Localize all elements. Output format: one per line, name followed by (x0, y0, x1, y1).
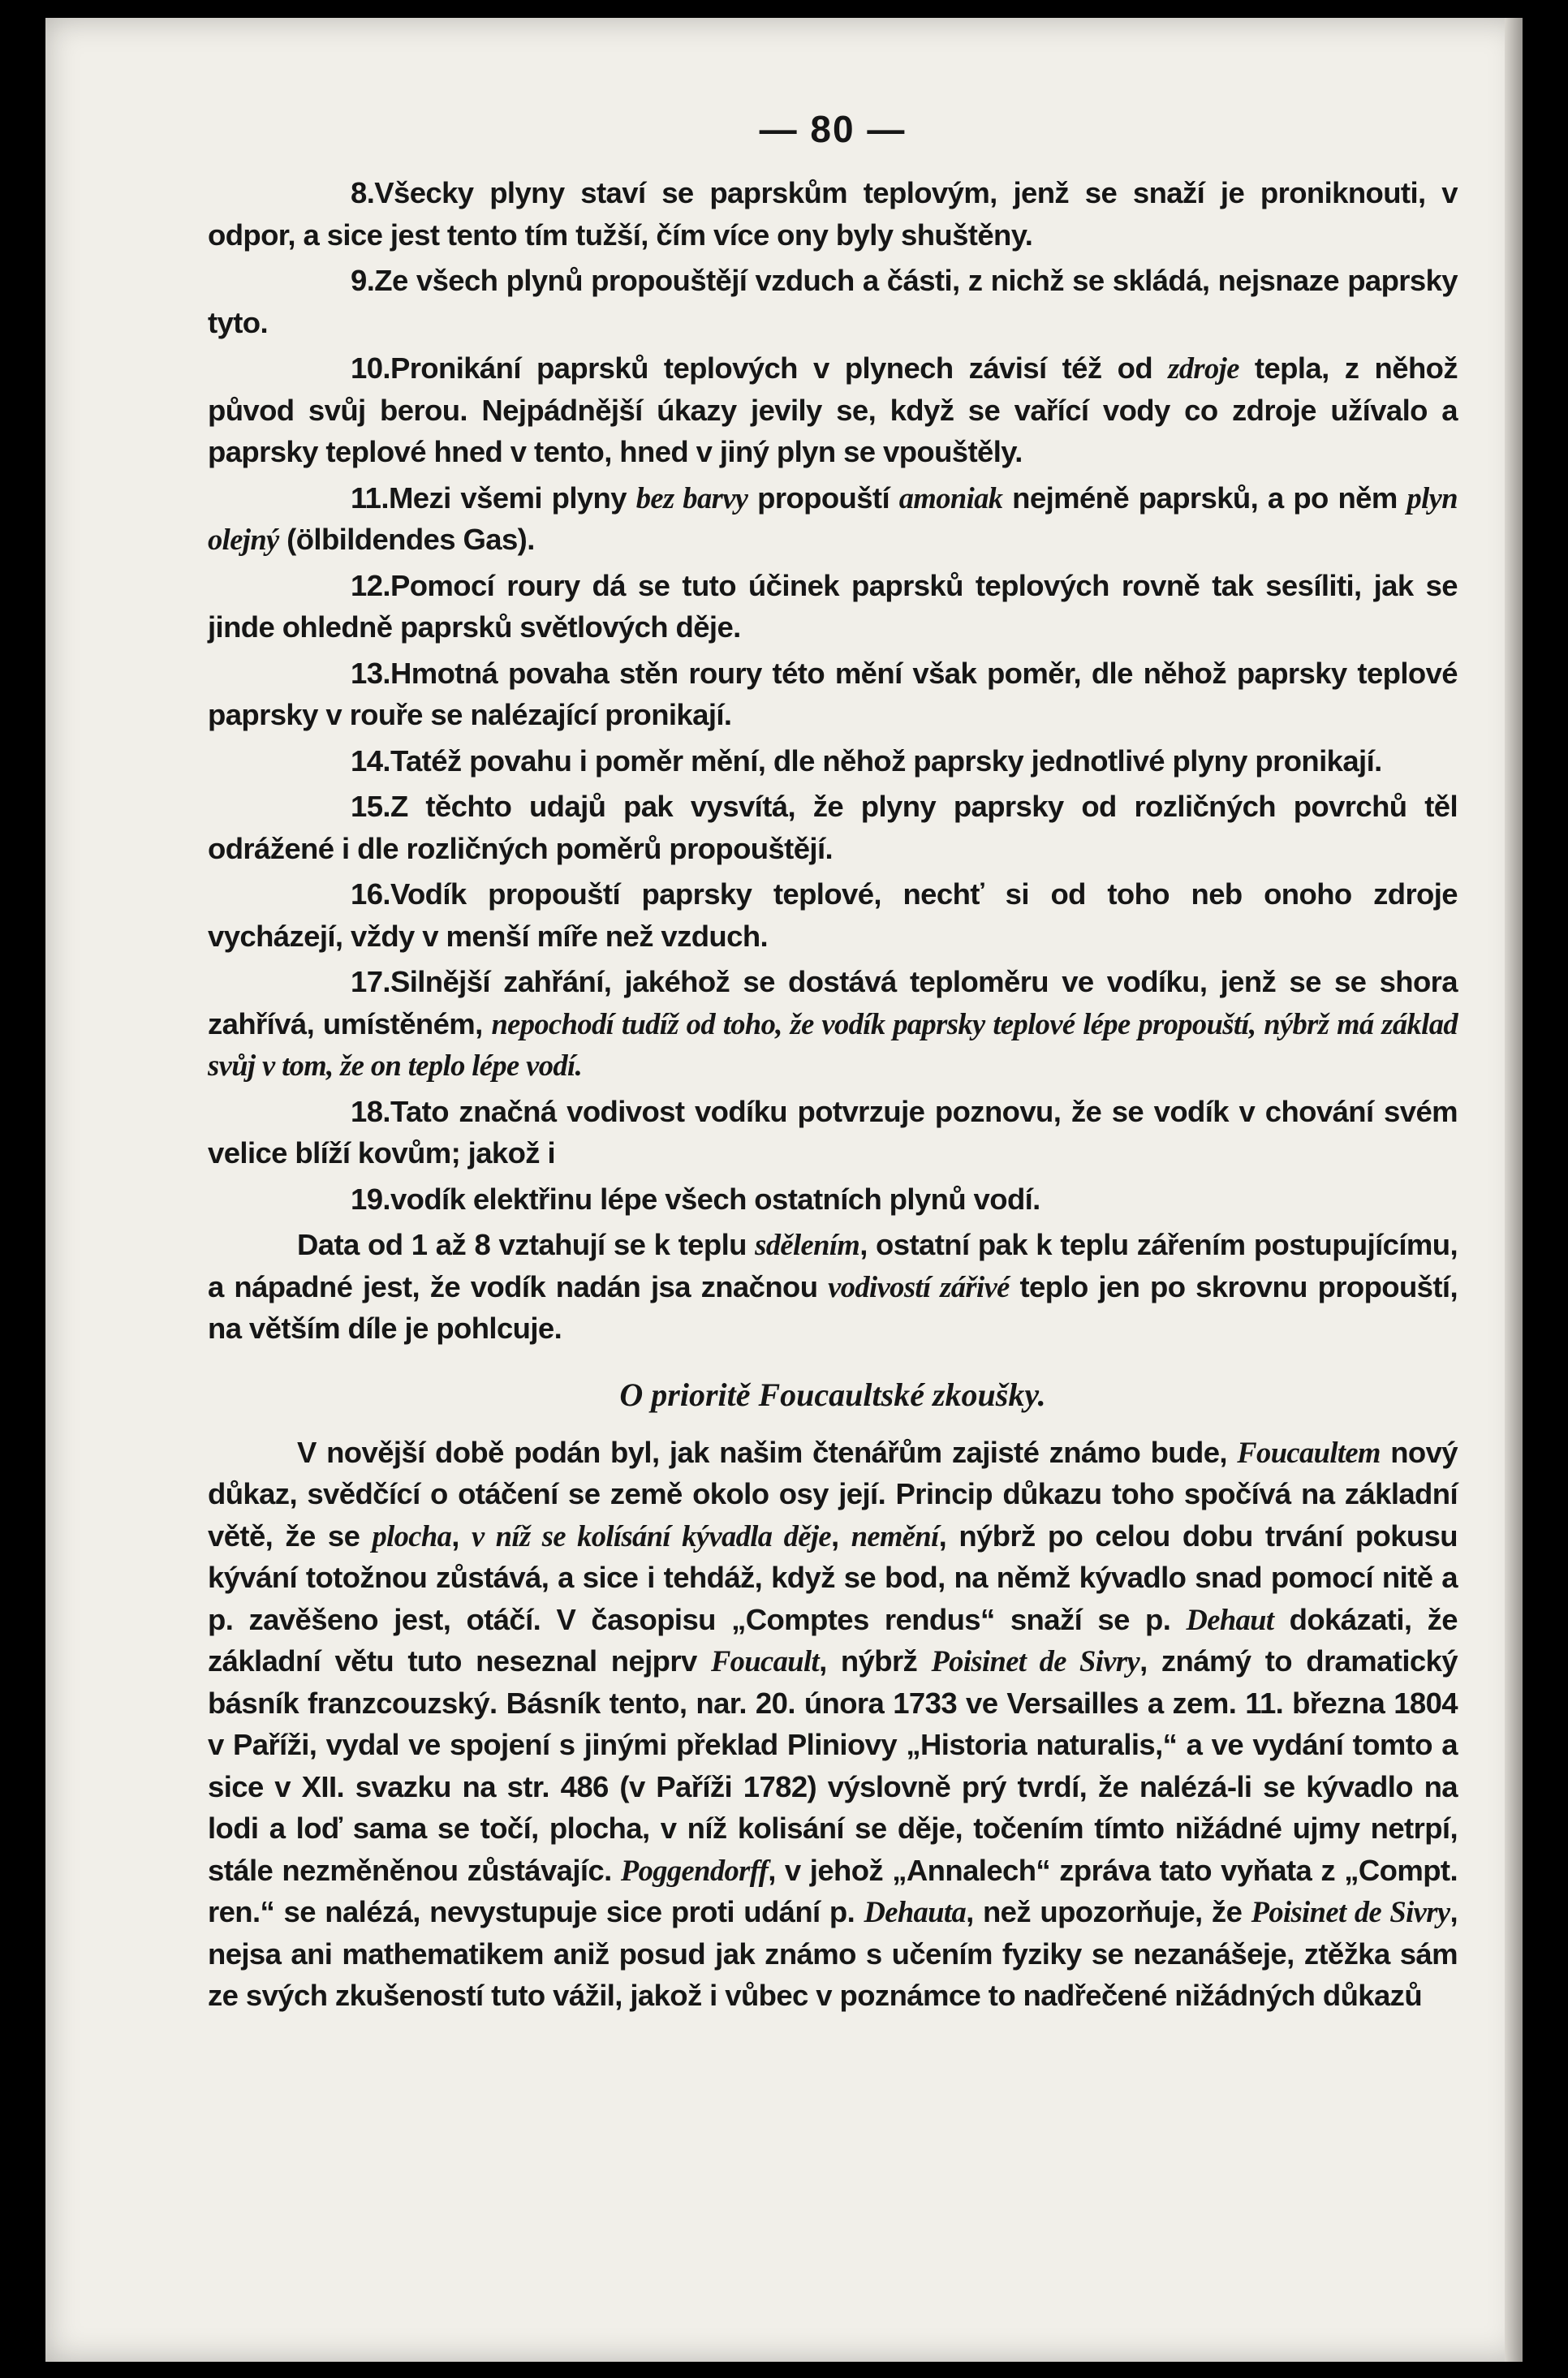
finding-item (208, 786, 1458, 869)
italic-text: Foucaultem (1237, 1435, 1381, 1469)
finding-item (208, 740, 1458, 782)
finding-item (208, 961, 1458, 1087)
page-number: — 80 — (759, 108, 907, 150)
text-run: teplo jen po skrovnu propouští, na větším díle je pohlcuje. (208, 1269, 1458, 1345)
text-run: , známý to dramatický básník franzcouzský. Básník tento, nar. 20. února 1733 ve Versailles a zem. 11. března 1804 v Paříži, vydal ve spojení s jinými překlad Pliniovy „Historia naturalis,“ a ve vydání tomto a sice v XII. svazku na str. 486 (v Paříži 1782) výslovně prý tvrdí, že nalézá-li se kývadlo na lodi a loď sama se točí, plocha, v níž kolisání se děje, točením tímto nižádné ujmy netrpí, stále nezměněnou zůstávajíc. (208, 1644, 1458, 1887)
text-run: Tato značná vodivost vodíku potvrzuje poznovu, že se vodík v chování svém velice blíží kovům; jakož i (208, 1094, 1458, 1170)
finding-number: 19. (351, 1182, 390, 1216)
page-spine-edge (1505, 18, 1523, 2362)
summary-paragraph (208, 1224, 1458, 1350)
page-content (208, 107, 1458, 2017)
text-run: (ölbildendes Gas). (278, 523, 535, 556)
italic-text: sdělením (755, 1228, 860, 1261)
italic-text: nepochodí tudíž od toho, že vodík paprsky teplové lépe propouští, nýbrž má základ svůj v tom, že on teplo lépe vodí. (208, 1006, 1458, 1082)
finding-item (208, 172, 1458, 256)
text-run: Tatéž povahu i poměr mění, dle něhož paprsky jednotlivé plyny pronikají. (390, 743, 1382, 778)
text-run: , v jehož „Annalech“ zpráva tato vyňata z „Compt. ren.“ se nalézá, nevystupuje sice proti udání p. (208, 1853, 1458, 1928)
section-title: O prioritě Foucaultské zkoušky. (619, 1376, 1046, 1413)
finding-number: 9. (351, 264, 375, 297)
finding-item (208, 1178, 1458, 1221)
text-run: dokázati, že základní větu tuto neseznal nejprv (208, 1602, 1458, 1678)
finding-number: 15. (351, 790, 390, 823)
italic-text: plocha (372, 1519, 452, 1553)
finding-number: 16. (351, 877, 390, 911)
finding-number: 8. (351, 176, 375, 209)
text-run: Pronikání paprsků teplových v plynech závisí též od (390, 351, 1169, 385)
text-run: Vodík propouští paprsky teplové, nechť si od toho neb onoho zdroje vycházejí, vždy v menší míře než vzduch. (208, 877, 1458, 953)
numbered-findings-list (208, 172, 1458, 1220)
italic-text: Poisinet de Sivry (1251, 1895, 1450, 1928)
finding-number: 12. (351, 568, 390, 602)
italic-text: zdroje (1168, 351, 1239, 385)
italic-text: plyn olejný (208, 480, 1458, 556)
text-run: nový důkaz, svědčící o otáčení se země okolo osy její. Princip důkazu toho spočívá na základní větě, že se (208, 1435, 1458, 1553)
text-run: Všecky plyny staví se paprskům teplovým, jenž se snaží je proniknouti, v odpor, a sice jest tento tím tužší, čím více ony byly shuštěny. (208, 176, 1458, 252)
text-run: , než upozorňuje, že (966, 1895, 1251, 1928)
text-run: propouští (747, 480, 899, 515)
italic-text: Dehauta (864, 1895, 967, 1928)
finding-number: 11. (351, 480, 389, 515)
italic-text: nemění (851, 1519, 939, 1553)
finding-number: 18. (351, 1094, 390, 1128)
italic-text: Poggendorff (620, 1853, 769, 1887)
finding-item (208, 260, 1458, 343)
finding-number: 13. (351, 656, 390, 690)
finding-item (208, 477, 1458, 561)
text-run: Hmotná povaha stěn roury této mění však poměr, dle něhož paprsky teplové paprsky v rouře se nalézající pronikají. (208, 656, 1458, 731)
text-run: vodík elektřinu lépe všech ostatních plynů vodí. (390, 1182, 1040, 1216)
text-run: nejméně paprsků, a po něm (1002, 480, 1407, 515)
text-run: Mezi všemi plyny (388, 480, 636, 515)
italic-text: Dehaut (1186, 1602, 1274, 1636)
finding-item (208, 347, 1458, 473)
finding-number: 17. (351, 965, 390, 998)
text-run: V novější době podán byl, jak našim čtenářům zajisté známo bude, (297, 1435, 1238, 1469)
text-run: , nýbrž (819, 1644, 932, 1678)
italic-text: v níž se kolísání kývadla děje (471, 1519, 831, 1553)
text-run: , (830, 1519, 851, 1553)
finding-item (208, 1091, 1458, 1174)
text-run: , ostatní pak k teplu zářením postupujícímu, a nápadné jest, že vodík nadán jsa značnou (208, 1228, 1458, 1303)
text-run: Silnější zahřání, jakéhož se dostává teploměru ve vodíku, jenž se se shora zahřívá, umístěném, (208, 965, 1458, 1040)
italic-text: amoniak (898, 480, 1003, 515)
text-run: Data od 1 až 8 vztahují se k teplu (297, 1228, 756, 1261)
text-run: , nýbrž po celou dobu trvání pokusu kývání totožnou zůstává, a sice i tehdáž, když se bod, na němž kývadlo snad pomocí nitě a p. zavěšeno jest, otáčí. V časopisu „Comptes rendus“ snaží se p. (208, 1519, 1458, 1636)
text-run: tepla, z něhož původ svůj berou. Nejpádnější úkazy jevily se, když se vařící vody co zdroje užívalo a paprsky teplové hned v tento, hned v jiný plyn se vpouštěly. (208, 351, 1458, 468)
italic-text: vodivostí zářivé (828, 1269, 1010, 1303)
text-run: , nejsa ani mathematikem aniž posud jak známo s učením fyziky se nezanášeje, ztěžka sám ze svých zkušeností tuto vážil, jakož i vůbec v poznámce to nadřečené nižádných důkazů (208, 1895, 1458, 2012)
article-paragraph (208, 1432, 1458, 2017)
italic-text: bez barvy (635, 480, 748, 515)
summary-text (208, 1224, 1458, 1350)
finding-item (208, 873, 1458, 957)
finding-item (208, 565, 1458, 648)
text-run: , (451, 1519, 472, 1553)
finding-number: 14. (351, 743, 390, 778)
finding-number: 10. (351, 351, 390, 385)
book-page (45, 18, 1523, 2362)
finding-item (208, 653, 1458, 736)
text-run: Z těchto udajů pak vysvítá, že plyny paprsky od rozličných povrchů těl odrážené i dle rozličných poměrů propouštějí. (208, 790, 1458, 865)
italic-text: Poisinet de Sivry (931, 1644, 1140, 1678)
text-run: Pomocí roury dá se tuto účinek paprsků teplových rovně tak sesíliti, jak se jinde ohledně paprsků světlových děje. (208, 568, 1458, 644)
article-body (208, 1432, 1458, 2017)
text-run: Ze všech plynů propouštějí vzduch a části, z nichž se skládá, nejsnaze paprsky tyto. (208, 264, 1458, 339)
italic-text: Foucault (710, 1644, 820, 1678)
